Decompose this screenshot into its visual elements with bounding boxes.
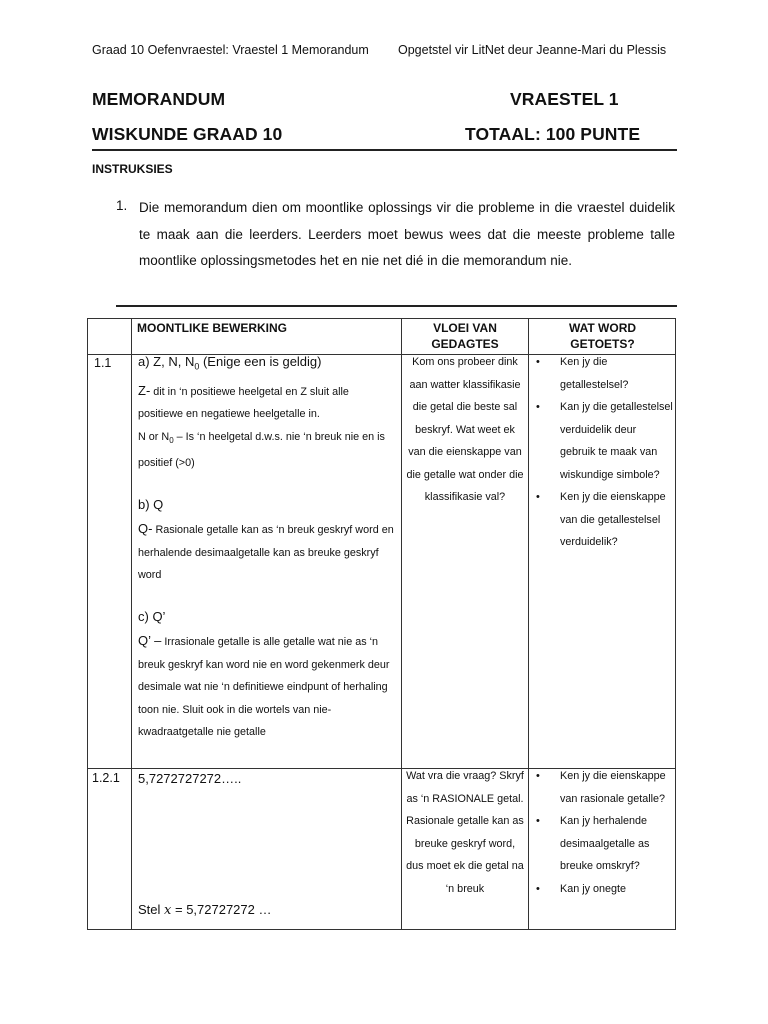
instructions-heading: INSTRUKSIES bbox=[92, 162, 173, 176]
row-1-1-flow: Kom ons probeer dink aan watter klassifikasie die getal die beste sal beskryf. Wat weet ek van die eienskappe van die getalle wat onder die klassifikasie val? bbox=[406, 356, 524, 503]
z-definition: Z- dit in ‘n positiewe heelgetal en Z sluit alle positiewe en negatiewe heelgetalle in. bbox=[138, 382, 349, 421]
table-col-divider-2 bbox=[401, 318, 402, 930]
table-col-divider-3 bbox=[528, 318, 529, 930]
table-border-bottom bbox=[87, 929, 675, 930]
tested-item: • Ken jy die eienskappe van die getallestelsel verduidelik? bbox=[536, 491, 666, 548]
row-1-2-1-flow: Wat vra die vraag? Skryf as ‘n RASIONALE getal. Rasionale getalle kan as breuke geskryf word, dus moet ek die getal na ‘n breuk bbox=[406, 770, 524, 895]
header-wat-word-getoets: WAT WORD GETOETS? bbox=[568, 321, 637, 351]
tested-item: • Kan jy onegte bbox=[536, 882, 627, 895]
recurring-decimal-value: 5,7272727272….. bbox=[138, 771, 242, 786]
header-moontlike-bewerking: MOONTLIKE BEWERKING bbox=[137, 321, 287, 335]
instruction-text: Die memorandum dien om moontlike oplossings vir die probleme in die vraestel duidelik te maak aan die leerders. Leerders moet bewus wees dat die meeste probleme talle moontlike oplossingsmetodes het en nie net dié in die memorandum nie. bbox=[139, 200, 675, 268]
running-header-left: Graad 10 Oefenvraestel: Vraestel 1 Memorandum bbox=[92, 43, 369, 57]
q-prime-definition: Q’ – Irrasionale getalle is alle getalle wat nie as ‘n breuk geskryf kan word nie en word gekenmerk deur desimale wat nie ‘n definitiewe eindpunt of herhaling toon nie. Sluit ook in die wortels van nie-kwadraatgetalle nie getalle bbox=[138, 633, 390, 739]
table-border-right bbox=[675, 318, 676, 930]
tested-item: • Ken jy die eienskappe van rasionale getalle? bbox=[536, 770, 666, 805]
part-a-heading: a) Z, N, $N_0$ (Enige een is geldig) bbox=[138, 354, 322, 372]
paper-title: VRAESTEL 1 bbox=[510, 89, 619, 109]
running-header-right: Opgetstel vir LitNet deur Jeanne-Mari du Plessis bbox=[398, 43, 667, 57]
table-border-top bbox=[87, 318, 675, 319]
subject-title: WISKUNDE GRAAD 10 bbox=[92, 124, 283, 144]
row-1-2-1-tested bbox=[531, 765, 673, 900]
instruction-number: 1. bbox=[116, 198, 128, 213]
header-vloei-van-gedagtes: VLOEI VAN GEDAGTES bbox=[431, 321, 499, 351]
tested-item: • Kan jy die getallestelsel verduidelik deur gebruik te maak van wiskundige simbole? bbox=[536, 401, 673, 481]
tested-item: • Ken jy die getallestelsel? bbox=[536, 356, 629, 391]
row-1-1-working bbox=[138, 351, 396, 744]
table-border-left bbox=[87, 318, 88, 930]
total-marks: TOTAAL: 100 PUNTE bbox=[465, 124, 641, 144]
title-rule bbox=[92, 149, 677, 151]
memorandum-title: MEMORANDUM bbox=[92, 89, 226, 109]
row-1-1-tested bbox=[531, 351, 673, 554]
tested-item: • Kan jy herhalende desimaalgetalle as breuke omskryf? bbox=[536, 815, 650, 872]
row-number-1-1: 1.1 bbox=[94, 356, 112, 370]
table-col-divider-1 bbox=[131, 318, 132, 930]
stel-equation: Stel x = 5,72727272 … bbox=[138, 902, 272, 918]
part-b-heading: b) Q bbox=[138, 496, 164, 512]
instructions-rule bbox=[116, 305, 677, 307]
part-c-heading: c) Q’ bbox=[138, 608, 166, 624]
q-definition: Q- Rasionale getalle kan as ‘n breuk geskryf word en herhalende desimaalgetalle kan as breuke geskryf word bbox=[138, 521, 394, 582]
row-number-1-2-1: 1.2.1 bbox=[92, 771, 120, 785]
n-definition: N or $N_0$ – Is ‘n heelgetal d.w.s. nie ‘n breuk nie en is positief (>0) bbox=[138, 430, 385, 470]
